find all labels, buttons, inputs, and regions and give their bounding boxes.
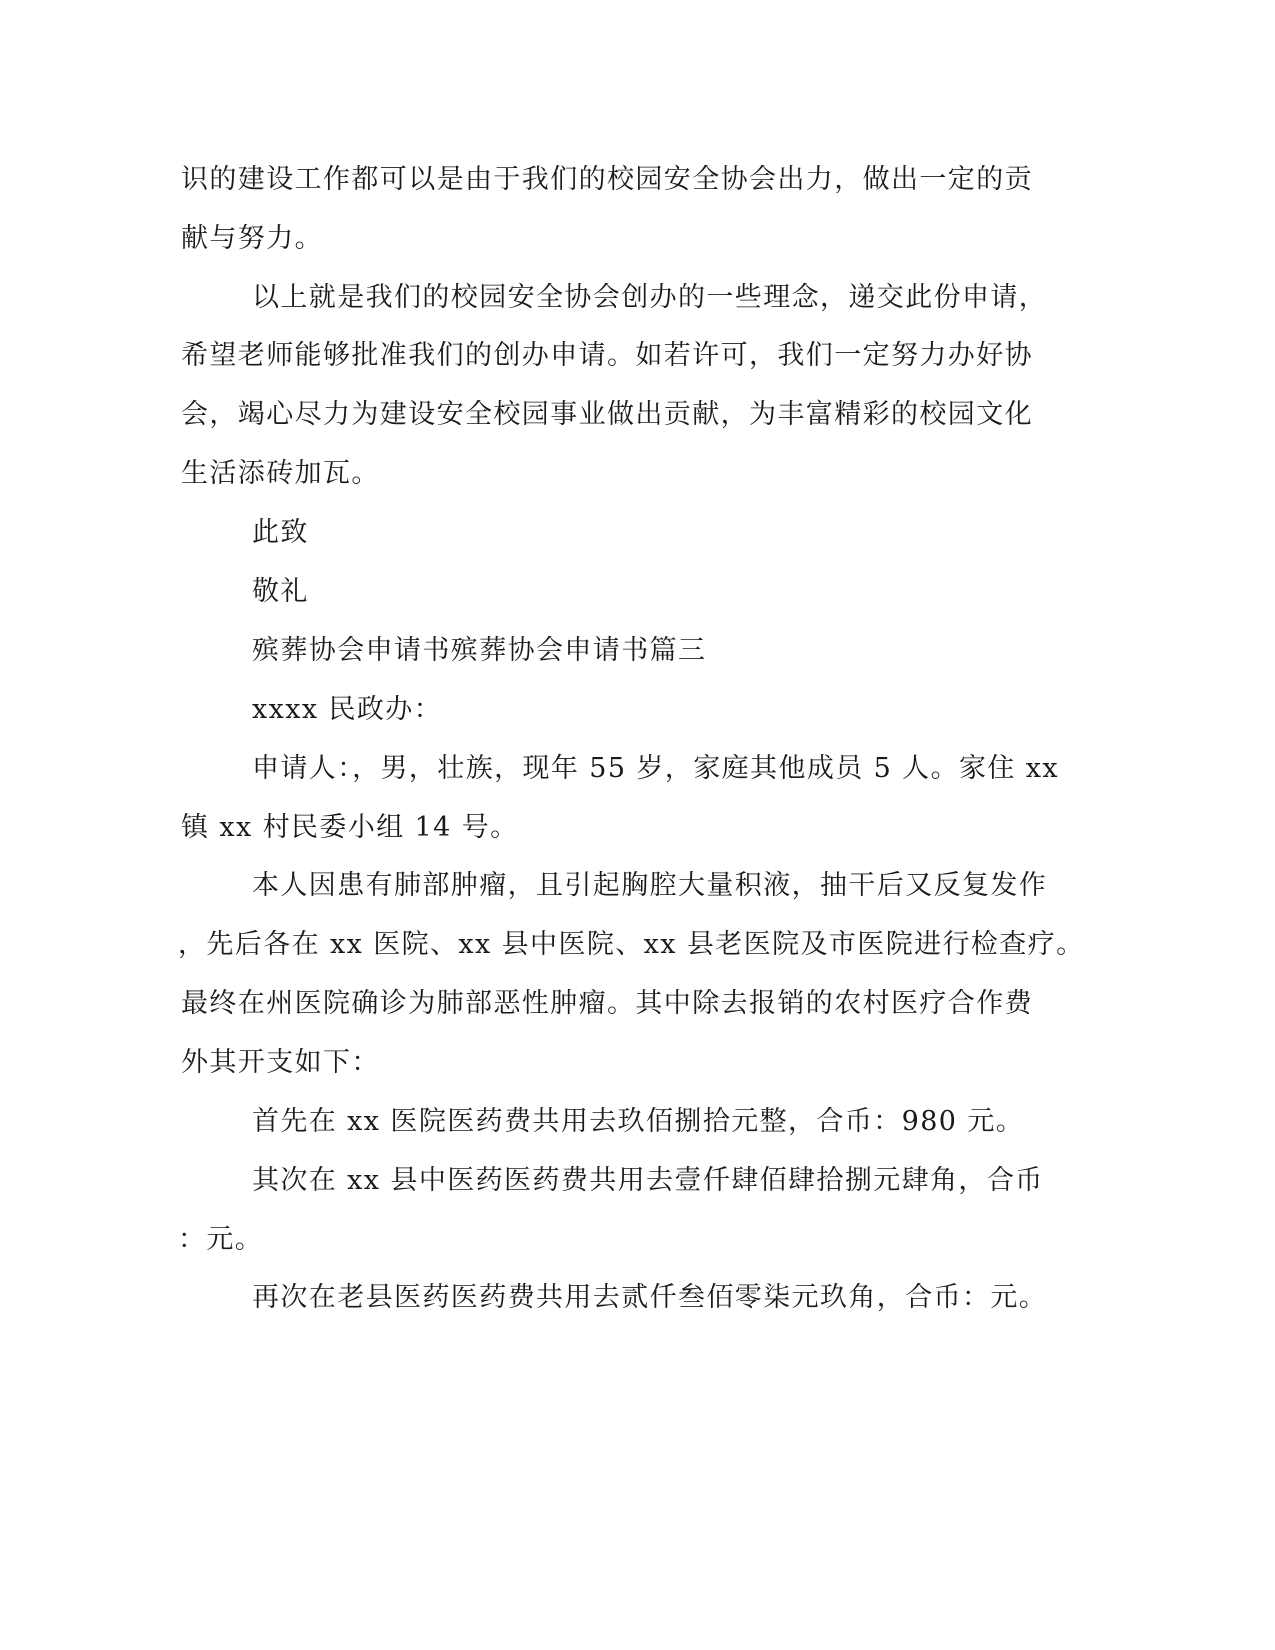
addressee: xxxx 民政办：	[252, 694, 443, 725]
text-line: ，先后各在 xx 医院、xx 县中医院、xx 县老医院及市医院进行检查疗。	[178, 929, 1085, 960]
paragraph-start: 本人因患有肺部肿瘤，且引起胸腔大量积液，抽干后又反复发作	[252, 870, 1048, 901]
text-line: 希望老师能够批准我们的创办申请。如若许可，我们一定努力办好协	[181, 340, 1033, 371]
paragraph-start: 申请人：，男，壮族，现年 55 岁，家庭其他成员 5 人。家住 xx	[252, 753, 1060, 784]
paragraph-start: 再次在老县医药医药费共用去贰仟叁佰零柒元玖角，合币：元。	[252, 1282, 1048, 1313]
text-line: 会，竭心尽力为建设安全校园事业做出贡献，为丰富精彩的校园文化	[181, 399, 1033, 430]
text-line: 最终在州医院确诊为肺部恶性肿瘤。其中除去报销的农村医疗合作费	[181, 988, 1033, 1019]
paragraph-start: 首先在 xx 医院医药费共用去玖佰捌拾元整，合币：980 元。	[252, 1106, 1025, 1137]
section-heading: 殡葬协会申请书殡葬协会申请书篇三	[252, 635, 707, 666]
closing: 敬礼	[252, 576, 309, 607]
text-line: 识的建设工作都可以是由于我们的校园安全协会出力，做出一定的贡	[181, 164, 1033, 195]
salutation: 此致	[252, 517, 309, 548]
paragraph-start: 以上就是我们的校园安全协会创办的一些理念，递交此份申请，	[252, 282, 1048, 313]
text-line: 镇 xx 村民委小组 14 号。	[181, 812, 519, 843]
paragraph-start: 其次在 xx 县中医药医药费共用去壹仟肆佰肆拾捌元肆角，合币	[252, 1165, 1044, 1196]
text-line: 生活添砖加瓦。	[181, 458, 380, 489]
text-line: 外其开支如下：	[181, 1047, 380, 1078]
text-line: 献与努力。	[181, 223, 323, 254]
text-line: ：元。	[178, 1224, 264, 1255]
